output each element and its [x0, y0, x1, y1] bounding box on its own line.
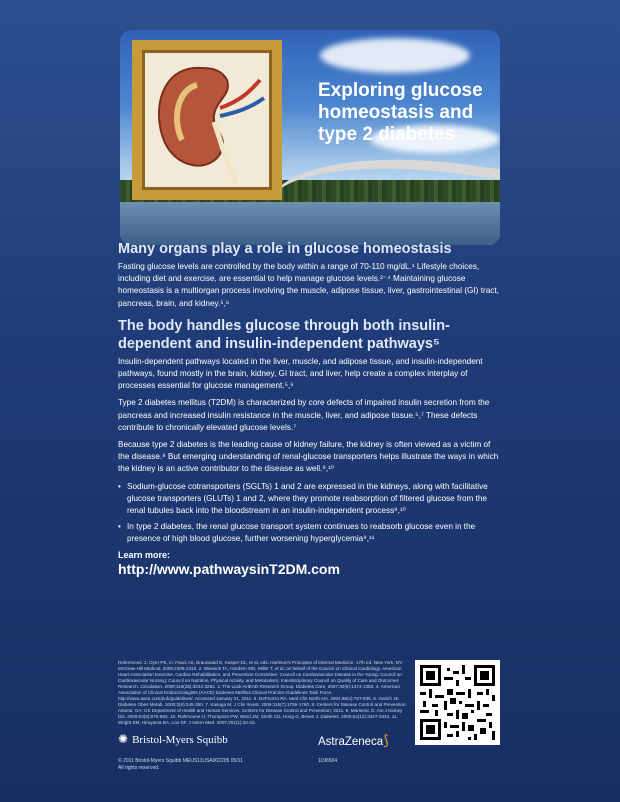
kidney-icon: [142, 50, 272, 190]
qr-code-icon: [420, 665, 495, 740]
copyright-line: © 2011 Bristol-Myers Squibb MEUS11USA002205 05/11: [118, 758, 243, 764]
section1-heading: Many organs play a role in glucose homeostasis: [118, 241, 452, 257]
astrazeneca-logo: [318, 732, 389, 749]
section2-heading: The body handles glucose through both insulin-dependent and insulin-independent pathways⁵: [118, 317, 450, 352]
hero-title: Exploring glucose homeostasis and type 2 diabetes: [318, 80, 483, 145]
bms-logo: [118, 732, 228, 747]
main-content: [118, 240, 503, 577]
bms-star-icon: ✺: [118, 732, 129, 746]
astrazeneca-mark-icon: ⟆: [383, 732, 389, 748]
website-link[interactable]: http://www.pathwaysinT2DM.com: [118, 560, 340, 577]
hero-image: [120, 30, 500, 245]
rights-line: All rights reserved.: [118, 765, 160, 771]
bms-logo-text: Bristol-Myers Squibb: [132, 734, 228, 746]
bullet-item: • Sodium-glucose cotransporters (SGLTs) 1 and 2 are expressed in the kidneys, along with facilitative glucose transporters (GLUTs) 1 and 2, where they promote reabsorption of filtered glucose from the renal tubules back into the bloodstream in an insulin-independent process⁹,¹⁰: [118, 481, 503, 518]
section1-text: Fasting glucose levels are controlled by the body within a range of 70-110 mg/dL.¹ Lifestyle choices, including diet and exercise, are essential to help manage glucose levels.²⁻⁴ Maintaining glucose homeostasis is a multiorgan process involving the muscle, adipose tissue, liver, gastrointestinal (GI) tract, pancreas, brain, and kidney.⁵,⁶: [118, 262, 499, 308]
astrazeneca-logo-text: AstraZeneca: [318, 736, 384, 748]
cloud: [320, 38, 470, 73]
bullet-item: • In type 2 diabetes, the renal glucose transport system continues to reabsorb glucose even in the presence of high blood glucose, further worsening hyperglycemia⁹,¹¹: [118, 521, 503, 545]
section2-paragraph-2: Type 2 diabetes mellitus (T2DM) is characterized by core defects of impaired insulin secretion from the pancreas and increased insulin resistance in the muscle, liver, and adipose tissue.⁵,⁷ These defects contribute to chronically elevated glucose levels.⁷: [118, 398, 490, 432]
qr-code[interactable]: [415, 660, 500, 745]
footer-copyright: [118, 758, 243, 772]
bullet-list: [118, 481, 503, 546]
references: References: 1. Oyer PE, in: Fauci AS, Braunwald E, Kasper DL, et al, eds. Harrison's Principles of Internal Medicine. 17th ed. New York, NY: McGraw-Hill Medical; 2008:2306-2310. 2. Warwick TA, Hordern MD, Miller T, et al; on behalf of the Council on Clinical Cardiology, American Heart Association Exercise, Cardiac Rehabilitation, and Prevention Committee; Council on Cardiovascular Disease in the Young; Council on Cardiovascular Nursing; Council on Nutrition, Physical Activity, and Metabolism; Interdisciplinary Council on Quality of Care and Outcomes Research. Circulation. 2009;119(25):3244-3262. 3. The Look AHEAD Research Group. Diabetes Care. 2007;30(6):1374-1383. 4. American Association of Clinical Endocrinologists (AACE) Diabetes Mellitus Clinical Practice Guidelines Task Force. http://www.aace.com/pub/guidelines/. Accessed January 21, 2011. 5. DeFronzo RA. Med Clin North Am. 2004;88(4):787-835. 6. Gerich JE. Diabetes Obes Metab. 2000;2(6):345-350. 7. Kasuga M. J Clin Invest. 2006;116(7):1756-1760. 8. Centers for Disease Control and Prevention. Atlanta, GA: US Department of Health and Human Services, Centers for Disease Control and Prevention; 2011. 9. Marsenic O. Am J Kidney Dis. 2009;53(5):875-883. 10. Rahmoune H, Thompson PW, Ward JM, Smith CD, Hong G, Brown J. Diabetes. 2005;54(12):3427-3434. 11. Wright EM, Hirayama BA, Loo DF. J Intern Med. 2007;261(1):32-43.: [118, 660, 407, 725]
section2-paragraph-3: Because type 2 diabetes is the leading cause of kidney failure, the kidney is often viewed as a victim of the disease.⁸ But emerging understanding of renal-glucose transporters helps illustrate the ways in which the kidney is an active contributor to the disease as well.⁹,¹⁰: [118, 440, 499, 474]
section2-paragraph-1: Insulin-dependent pathways located in the liver, muscle, and adipose tissue, and insulin-independent pathways, found mostly in the brain, kidney, GI tract, and liver, help create a complex interplay of processes essential for glucose management.⁵,⁶: [118, 356, 483, 391]
kidney-picture-frame: [132, 40, 282, 200]
learn-more-label: Learn more:: [118, 549, 171, 560]
bridge: [264, 138, 500, 245]
footer-code: 1196504: [318, 758, 338, 764]
